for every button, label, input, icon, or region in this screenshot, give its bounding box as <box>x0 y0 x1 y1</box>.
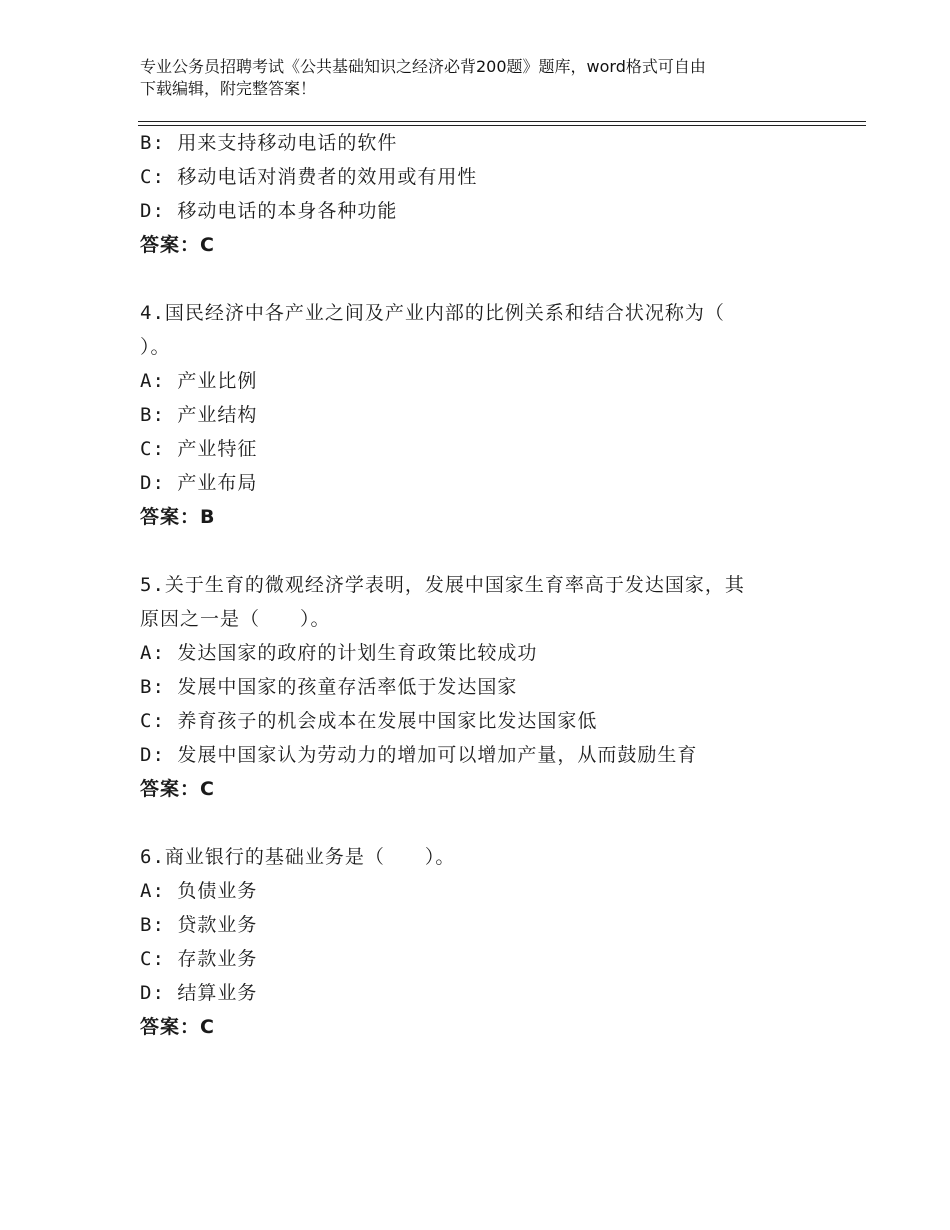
q4-option-c: C: 产业特征 <box>140 438 258 460</box>
q6-stem-line-1: 6.商业银行的基础业务是（ ）。 <box>140 846 456 868</box>
document-header <box>140 56 820 100</box>
q3-option-b: B: 用来支持移动电话的软件 <box>140 132 398 154</box>
q5-option-c: C: 养育孩子的机会成本在发展中国家比发达国家低 <box>140 710 598 732</box>
question-6 <box>140 840 840 1044</box>
q6-option-d: D: 结算业务 <box>140 982 258 1004</box>
header-line-2: 下载编辑，附完整答案！ <box>140 79 317 98</box>
question-3 <box>140 126 840 262</box>
header-line-1: 专业公务员招聘考试《公共基础知识之经济必背200题》题库，word格式可自由 <box>140 57 706 76</box>
q4-stem-line-2: ）。 <box>140 336 171 358</box>
q5-stem-line-1: 5.关于生育的微观经济学表明，发展中国家生育率高于发达国家，其 <box>140 574 745 596</box>
q5-option-b: B: 发展中国家的孩童存活率低于发达国家 <box>140 676 518 698</box>
question-5 <box>140 568 840 806</box>
q3-option-d: D: 移动电话的本身各种功能 <box>140 200 398 222</box>
q3-option-c: C: 移动电话对消费者的效用或有用性 <box>140 166 478 188</box>
q6-option-b: B: 贷款业务 <box>140 914 258 936</box>
q5-stem-line-2: 原因之一是（ ）。 <box>140 608 331 630</box>
header-divider-top <box>138 121 866 122</box>
q4-option-d: D: 产业布局 <box>140 472 258 494</box>
q3-answer: 答案：C <box>140 234 215 256</box>
question-list <box>140 126 840 1044</box>
spacer <box>140 262 840 296</box>
spacer <box>140 806 840 840</box>
q6-option-a: A: 负债业务 <box>140 880 258 902</box>
q6-answer: 答案：C <box>140 1016 215 1038</box>
q5-option-a: A: 发达国家的政府的计划生育政策比较成功 <box>140 642 538 664</box>
q6-option-c: C: 存款业务 <box>140 948 258 970</box>
q4-option-b: B: 产业结构 <box>140 404 258 426</box>
q4-stem-line-1: 4.国民经济中各产业之间及产业内部的比例关系和结合状况称为（ <box>140 302 725 324</box>
question-4 <box>140 296 840 534</box>
q4-option-a: A: 产业比例 <box>140 370 258 392</box>
q5-answer: 答案：C <box>140 778 215 800</box>
spacer <box>140 534 840 568</box>
q5-option-d: D: 发展中国家认为劳动力的增加可以增加产量，从而鼓励生育 <box>140 744 698 766</box>
q4-answer: 答案：B <box>140 506 216 528</box>
